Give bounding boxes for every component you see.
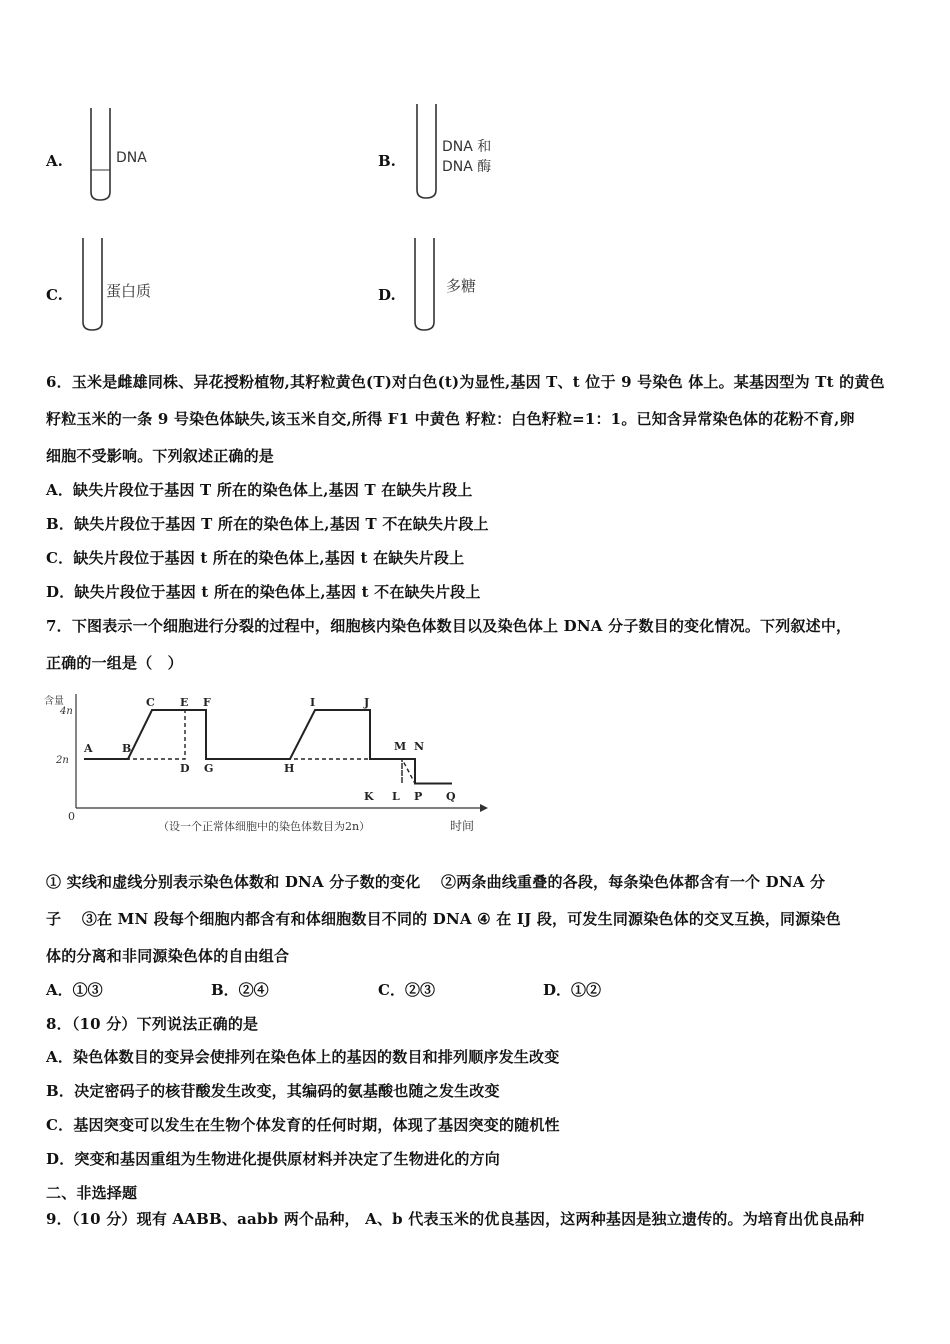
- point-label-g: G: [204, 762, 214, 775]
- tube-c-label: 蛋白质: [106, 282, 152, 300]
- origin-label: 0: [68, 810, 75, 823]
- q7-option-c: C．②③: [378, 981, 435, 999]
- option-b-letter: B.: [378, 152, 396, 170]
- q8-option-c: C．基因突变可以发生在生物个体发育的任何时期，体现了基因突变的随机性: [46, 1116, 560, 1134]
- tube-b-label-1: DNA 和: [442, 139, 492, 155]
- test-tube-icon: [412, 104, 442, 204]
- point-label-l: L: [392, 790, 400, 803]
- point-label-k: K: [364, 790, 374, 803]
- chart-caption: （设一个正常体细胞中的染色体数目为2n）: [158, 820, 371, 833]
- point-label-c: C: [146, 696, 155, 709]
- point-label-i: I: [310, 696, 316, 709]
- y-axis-label: 含量: [44, 696, 64, 707]
- q7-statement: 体的分离和非同源染色体的自由组合: [46, 947, 290, 965]
- point-label-d: D: [180, 762, 190, 775]
- point-label-p: P: [414, 790, 423, 803]
- point-label-a: A: [84, 742, 93, 755]
- q6-option-b: B．缺失片段位于基因 T 所在的染色体上,基因 T 不在缺失片段上: [46, 515, 489, 533]
- q7-option-b: B．②④: [211, 981, 269, 999]
- option-d-letter: D.: [378, 286, 396, 304]
- test-tube-icon: [410, 238, 440, 334]
- q6-line: 籽粒玉米的一条 9 号染色体缺失,该玉米自交,所得 F1 中黄色 籽粒：白色籽粒=1：1。已知含异常染色体的花粉不育,卵: [46, 410, 855, 428]
- test-tube-icon: [86, 108, 116, 204]
- test-tube-icon: [78, 238, 108, 334]
- q8-option-d: D．突变和基因重组为生物进化提供原材料并决定了生物进化的方向: [46, 1150, 501, 1168]
- q8-title: 8．（10 分）下列说法正确的是: [46, 1015, 259, 1033]
- q7-line: 7．下图表示一个细胞进行分裂的过程中，细胞核内染色体数目以及染色体上 DNA 分子数目的变化情况。下列叙述中，: [46, 617, 852, 635]
- option-a-letter: A.: [46, 152, 63, 170]
- point-label-q: Q: [446, 790, 456, 803]
- point-label-n: N: [414, 740, 425, 753]
- q8-option-b: B．决定密码子的核苷酸发生改变，其编码的氨基酸也随之发生改变: [46, 1082, 500, 1100]
- q6-line: 6．玉米是雌雄同株、异花授粉植物,其籽粒黄色(T)对白色(t)为显性,基因 T、t 位于 9 号染色 体上。某基因型为 Tt 的黄色: [46, 373, 885, 391]
- q7-option-d: D．①②: [543, 981, 602, 999]
- question-9: 9．（10 分）现有 AABB、aabb 两个品种， A、b 代表玉米的优良基因，这两种基因是独立遗传的。为培育出优良品种: [46, 1210, 865, 1228]
- q6-option-c: C．缺失片段位于基因 t 所在的染色体上,基因 t 在缺失片段上: [46, 549, 465, 567]
- q8-option-a: A．染色体数目的变异会使排列在染色体上的基因的数目和排列顺序发生改变: [46, 1048, 560, 1066]
- y-tick-label: 2n: [56, 755, 69, 766]
- point-label-h: H: [284, 762, 295, 775]
- x-axis-label: 时间: [450, 819, 475, 833]
- point-label-m: M: [394, 740, 407, 753]
- x-axis-arrow: [480, 804, 488, 812]
- section-heading: 二、非选择题: [46, 1184, 138, 1202]
- q7-option-a: A．①③: [46, 981, 103, 999]
- q6-option-a: A．缺失片段位于基因 T 所在的染色体上,基因 T 在缺失片段上: [46, 481, 473, 499]
- point-label-b: B: [122, 742, 132, 755]
- y-tick-label: 4n: [60, 706, 73, 717]
- point-label-j: J: [364, 696, 370, 709]
- chromosome-dna-chart: [40, 688, 490, 838]
- tube-b-label-2: DNA 酶: [442, 159, 492, 175]
- point-label-f: F: [203, 696, 211, 709]
- q6-option-d: D．缺失片段位于基因 t 所在的染色体上,基因 t 不在缺失片段上: [46, 583, 481, 601]
- q7-statement: ① 实线和虚线分别表示染色体数和 DNA 分子数的变化 ②两条曲线重叠的各段，每条染色体都含有一个 DNA 分: [46, 873, 826, 891]
- q7-statement: 子 ③在 MN 段每个细胞内都含有和体细胞数目不同的 DNA ④ 在 IJ 段，可发生同源染色体的交叉互换，同源染色: [46, 910, 841, 928]
- tube-a-label: DNA: [116, 150, 147, 166]
- q7-line: 正确的一组是（ ）: [46, 654, 183, 672]
- q6-line: 细胞不受影响。下列叙述正确的是: [46, 447, 275, 465]
- option-c-letter: C.: [46, 286, 63, 304]
- tube-d-label: 多糖: [446, 277, 477, 295]
- point-label-e: E: [180, 696, 189, 709]
